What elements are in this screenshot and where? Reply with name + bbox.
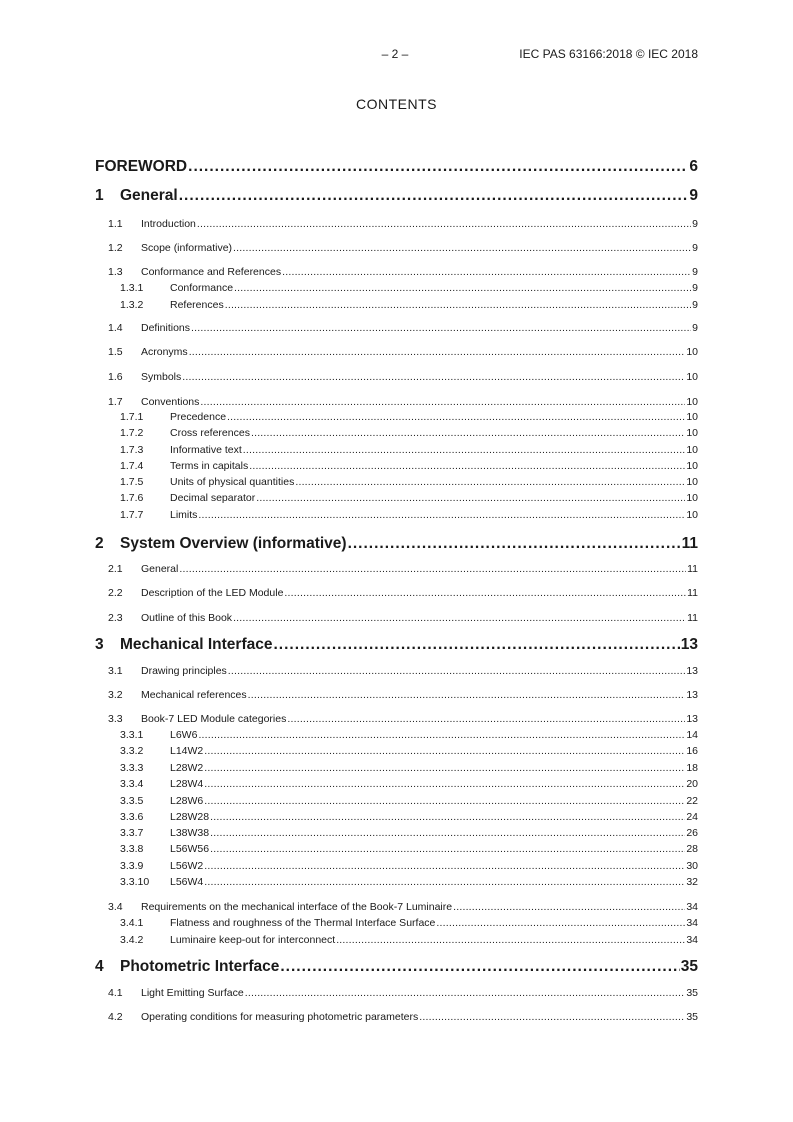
dot-leader bbox=[453, 901, 685, 913]
dot-leader bbox=[419, 1011, 685, 1023]
toc-entry-number: 3.3.7 bbox=[120, 827, 144, 839]
toc-entry-page: 10 bbox=[686, 346, 698, 358]
toc-entry-number: 3.3.9 bbox=[120, 860, 144, 872]
dot-leader bbox=[228, 665, 686, 677]
toc-entry-title: Flatness and roughness of the Thermal Interface Surface bbox=[170, 917, 436, 929]
toc-section-entry[interactable] bbox=[108, 396, 698, 408]
toc-entry-number: 3.4 bbox=[108, 901, 123, 913]
toc-section-entry[interactable] bbox=[120, 827, 698, 839]
toc-entry-title: Terms in capitals bbox=[170, 460, 249, 472]
toc-entry-page: 9 bbox=[692, 322, 698, 334]
toc-entry-page: 11 bbox=[687, 587, 698, 599]
toc-entry-page: 35 bbox=[680, 958, 698, 975]
toc-section-entry[interactable] bbox=[108, 587, 698, 599]
toc-entry-page: 26 bbox=[686, 827, 698, 839]
toc-entry-page: 9 bbox=[692, 242, 698, 254]
toc-entry-title: Light Emitting Surface bbox=[141, 987, 244, 999]
dot-leader bbox=[233, 242, 691, 254]
dot-leader bbox=[249, 460, 685, 472]
toc-entry-page: 10 bbox=[686, 411, 698, 423]
toc-entry-page: 10 bbox=[686, 460, 698, 472]
toc-entry-number: 3.2 bbox=[108, 689, 123, 701]
toc-entry-title: FOREWORD bbox=[95, 158, 188, 175]
toc-entry-page: 22 bbox=[686, 795, 698, 807]
dot-leader bbox=[198, 509, 685, 521]
toc-section-entry[interactable] bbox=[108, 242, 698, 254]
toc-chapter-entry[interactable] bbox=[95, 187, 698, 205]
toc-entry-number: 3.4.2 bbox=[120, 934, 144, 946]
toc-section-entry[interactable] bbox=[120, 934, 698, 946]
toc-entry-title: Photometric Interface bbox=[120, 958, 280, 975]
toc-entry-title: Mechanical references bbox=[141, 689, 247, 701]
dot-leader bbox=[182, 371, 685, 383]
dot-leader bbox=[287, 713, 685, 725]
toc-section-entry[interactable] bbox=[120, 729, 698, 741]
toc-entry-title: Informative text bbox=[170, 444, 242, 456]
toc-entry-page: 32 bbox=[686, 876, 698, 888]
toc-entry-number: 3.3.2 bbox=[120, 745, 144, 757]
toc-entry-title: L56W4 bbox=[170, 876, 204, 888]
toc-entry-page: 10 bbox=[686, 476, 698, 488]
toc-entry-page: 9 bbox=[692, 266, 698, 278]
toc-entry-number: 1.2 bbox=[108, 242, 123, 254]
toc-entry-number: 2.2 bbox=[108, 587, 123, 599]
dot-leader bbox=[204, 745, 685, 757]
toc-entry-title: L28W6 bbox=[170, 795, 204, 807]
toc-entry-number: 3.3.5 bbox=[120, 795, 144, 807]
toc-entry-number: 3.3 bbox=[108, 713, 123, 725]
toc-entry-number: 3 bbox=[95, 636, 104, 653]
toc-section-entry[interactable] bbox=[120, 476, 698, 488]
toc-entry-page: 13 bbox=[686, 665, 698, 677]
dot-leader bbox=[189, 346, 686, 358]
toc-chapter-entry[interactable] bbox=[95, 535, 698, 553]
dot-leader bbox=[198, 729, 685, 741]
toc-entry-title: Operating conditions for measuring photometric parameters bbox=[141, 1011, 419, 1023]
toc-section-entry[interactable] bbox=[120, 460, 698, 472]
toc-entry-title: Precedence bbox=[170, 411, 227, 423]
dot-leader bbox=[436, 917, 685, 929]
document-id: IEC PAS 63166:2018 © IEC 2018 bbox=[519, 47, 698, 61]
toc-entry-title: L14W2 bbox=[170, 745, 204, 757]
toc-section-entry[interactable] bbox=[108, 689, 698, 701]
toc-entry-title: System Overview (informative) bbox=[120, 535, 347, 552]
toc-entry-number: 3.3.4 bbox=[120, 778, 144, 790]
toc-entry-title: Requirements on the mechanical interface of the Book-7 Luminaire bbox=[141, 901, 453, 913]
dot-leader bbox=[273, 636, 679, 654]
toc-section-entry[interactable] bbox=[120, 860, 698, 872]
dot-leader bbox=[179, 563, 686, 575]
toc-entry-number: 3.3.8 bbox=[120, 843, 144, 855]
toc-entry-page: 11 bbox=[687, 612, 698, 624]
toc-section-entry[interactable] bbox=[108, 612, 698, 624]
toc-entry-title: Acronyms bbox=[141, 346, 188, 358]
dot-leader bbox=[282, 266, 691, 278]
dot-leader bbox=[284, 587, 686, 599]
toc-entry-number: 1.7.4 bbox=[120, 460, 144, 472]
toc-section-entry[interactable] bbox=[108, 563, 698, 575]
toc-entry-title: Mechanical Interface bbox=[120, 636, 273, 653]
toc-entry-title: General bbox=[141, 563, 179, 575]
toc-entry-title: L38W38 bbox=[170, 827, 210, 839]
dot-leader bbox=[251, 427, 685, 439]
dot-leader bbox=[204, 860, 685, 872]
dot-leader bbox=[204, 795, 685, 807]
toc-entry-page: 13 bbox=[686, 689, 698, 701]
toc-entry-title: L56W2 bbox=[170, 860, 204, 872]
toc-entry-number: 1.7.7 bbox=[120, 509, 144, 521]
toc-entry-page: 9 bbox=[689, 187, 698, 204]
toc-entry-page: 35 bbox=[686, 987, 698, 999]
dot-leader bbox=[245, 987, 686, 999]
toc-entry-title: L28W2 bbox=[170, 762, 204, 774]
toc-entry-page: 30 bbox=[686, 860, 698, 872]
toc-chapter-entry[interactable] bbox=[95, 636, 698, 654]
dot-leader bbox=[256, 492, 685, 504]
toc-entry-title: Limits bbox=[170, 509, 198, 521]
toc-entry-page: 10 bbox=[686, 509, 698, 521]
toc-section-entry[interactable] bbox=[120, 876, 698, 888]
dot-leader bbox=[204, 762, 685, 774]
toc-section-entry[interactable] bbox=[108, 218, 698, 230]
dot-leader bbox=[233, 612, 686, 624]
toc-section-entry[interactable] bbox=[108, 987, 698, 999]
dot-leader bbox=[179, 187, 689, 205]
toc-section-entry[interactable] bbox=[108, 371, 698, 383]
toc-entry-page: 14 bbox=[686, 729, 698, 741]
toc-entry-title: References bbox=[170, 299, 224, 311]
toc-entry-number: 1.7.2 bbox=[120, 427, 144, 439]
toc-entry-title: Outline of this Book bbox=[141, 612, 233, 624]
toc-entry-page: 34 bbox=[686, 901, 698, 913]
dot-leader bbox=[210, 811, 685, 823]
toc-entry-number: 3.4.1 bbox=[120, 917, 144, 929]
toc-entry-number: 1.7.5 bbox=[120, 476, 144, 488]
toc-entry-number: 1.6 bbox=[108, 371, 123, 383]
toc-entry-page: 10 bbox=[686, 444, 698, 456]
toc-entry-number: 4.1 bbox=[108, 987, 123, 999]
toc-chapter-entry[interactable] bbox=[95, 958, 698, 976]
dot-leader bbox=[200, 396, 685, 408]
toc-entry-number: 3.3.3 bbox=[120, 762, 144, 774]
toc-entry-page: 24 bbox=[686, 811, 698, 823]
dot-leader bbox=[204, 876, 685, 888]
toc-entry-page: 6 bbox=[689, 158, 698, 175]
toc-entry-title: L6W6 bbox=[170, 729, 198, 741]
toc-entry-number: 2.1 bbox=[108, 563, 123, 575]
toc-entry-title: Symbols bbox=[141, 371, 182, 383]
dot-leader bbox=[210, 827, 685, 839]
toc-section-entry[interactable] bbox=[120, 843, 698, 855]
toc-entry-number: 2 bbox=[95, 535, 104, 552]
toc-entry-page: 9 bbox=[692, 282, 698, 294]
toc-section-entry[interactable] bbox=[120, 444, 698, 456]
toc-entry-page: 10 bbox=[686, 371, 698, 383]
toc-entry-title: Luminaire keep-out for interconnect bbox=[170, 934, 336, 946]
toc-entry-page: 13 bbox=[686, 713, 698, 725]
toc-entry-page: 28 bbox=[686, 843, 698, 855]
toc-entry-title: Conformance bbox=[170, 282, 234, 294]
dot-leader bbox=[204, 778, 685, 790]
toc-entry-title: Units of physical quantities bbox=[170, 476, 295, 488]
dot-leader bbox=[348, 535, 681, 553]
toc-section-entry[interactable] bbox=[120, 509, 698, 521]
toc-section-entry[interactable] bbox=[108, 346, 698, 358]
toc-section-entry[interactable] bbox=[120, 778, 698, 790]
toc-entry-page: 18 bbox=[686, 762, 698, 774]
toc-entry-title: Book-7 LED Module categories bbox=[141, 713, 287, 725]
toc-section-entry[interactable] bbox=[108, 266, 698, 278]
toc-entry-number: 1.4 bbox=[108, 322, 123, 334]
toc-section-entry[interactable] bbox=[120, 299, 698, 311]
dot-leader bbox=[243, 444, 686, 456]
toc-entry-number: 3.3.10 bbox=[120, 876, 150, 888]
contents-title: CONTENTS bbox=[356, 96, 437, 112]
toc-entry-number: 1.3.2 bbox=[120, 299, 144, 311]
toc-entry-number: 1.7.1 bbox=[120, 411, 144, 423]
toc-entry-title: L28W28 bbox=[170, 811, 210, 823]
toc-entry-page: 11 bbox=[687, 563, 698, 575]
toc-entry-title: Description of the LED Module bbox=[141, 587, 284, 599]
toc-entry-page: 20 bbox=[686, 778, 698, 790]
toc-chapter-entry[interactable] bbox=[95, 158, 698, 176]
dot-leader bbox=[295, 476, 685, 488]
toc-entry-page: 35 bbox=[686, 1011, 698, 1023]
toc-section-entry[interactable] bbox=[108, 665, 698, 677]
toc-entry-page: 9 bbox=[692, 218, 698, 230]
toc-entry-title: General bbox=[120, 187, 178, 204]
toc-section-entry[interactable] bbox=[120, 795, 698, 807]
toc-entry-number: 4.2 bbox=[108, 1011, 123, 1023]
toc-section-entry[interactable] bbox=[120, 282, 698, 294]
dot-leader bbox=[234, 282, 691, 294]
toc-entry-title: L56W56 bbox=[170, 843, 210, 855]
toc-entry-title: Decimal separator bbox=[170, 492, 256, 504]
toc-entry-page: 34 bbox=[686, 934, 698, 946]
toc-section-entry[interactable] bbox=[120, 811, 698, 823]
toc-entry-page: 16 bbox=[686, 745, 698, 757]
dot-leader bbox=[225, 299, 691, 311]
toc-entry-page: 11 bbox=[681, 535, 698, 552]
page-number: – 2 – bbox=[381, 47, 409, 61]
dot-leader bbox=[210, 843, 685, 855]
toc-entry-number: 1.3 bbox=[108, 266, 123, 278]
toc-entry-number: 2.3 bbox=[108, 612, 123, 624]
toc-entry-title: L28W4 bbox=[170, 778, 204, 790]
toc-entry-page: 13 bbox=[680, 636, 698, 653]
dot-leader bbox=[188, 158, 688, 176]
toc-entry-number: 3.3.6 bbox=[120, 811, 144, 823]
toc-entry-number: 1.7.3 bbox=[120, 444, 144, 456]
toc-entry-page: 9 bbox=[692, 299, 698, 311]
toc-entry-page: 10 bbox=[686, 396, 698, 408]
toc-section-entry[interactable] bbox=[108, 901, 698, 913]
toc-entry-number: 1.7.6 bbox=[120, 492, 144, 504]
dot-leader bbox=[248, 689, 686, 701]
dot-leader bbox=[227, 411, 685, 423]
toc-section-entry[interactable] bbox=[120, 492, 698, 504]
dot-leader bbox=[191, 322, 691, 334]
page-header bbox=[0, 47, 793, 63]
toc-entry-title: Conventions bbox=[141, 396, 200, 408]
toc-section-entry[interactable] bbox=[108, 713, 698, 725]
dot-leader bbox=[336, 934, 685, 946]
toc-entry-number: 1.7 bbox=[108, 396, 123, 408]
toc-entry-title: Cross references bbox=[170, 427, 250, 439]
toc-entry-number: 3.1 bbox=[108, 665, 123, 677]
toc-section-entry[interactable] bbox=[120, 762, 698, 774]
toc-entry-page: 10 bbox=[686, 492, 698, 504]
toc-entry-number: 1.5 bbox=[108, 346, 123, 358]
toc-section-entry[interactable] bbox=[108, 322, 698, 334]
toc-section-entry[interactable] bbox=[120, 917, 698, 929]
toc-entry-title: Conformance and References bbox=[141, 266, 282, 278]
dot-leader bbox=[280, 958, 679, 976]
toc-entry-title: Scope (informative) bbox=[141, 242, 233, 254]
toc-section-entry[interactable] bbox=[120, 427, 698, 439]
toc-entry-number: 1.3.1 bbox=[120, 282, 144, 294]
toc-entry-page: 10 bbox=[686, 427, 698, 439]
toc-entry-number: 4 bbox=[95, 958, 104, 975]
toc-entry-page: 34 bbox=[686, 917, 698, 929]
toc-entry-number: 1.1 bbox=[108, 218, 123, 230]
toc-entry-number: 1 bbox=[95, 187, 104, 204]
toc-entry-title: Definitions bbox=[141, 322, 191, 334]
toc-entry-title: Drawing principles bbox=[141, 665, 227, 677]
toc-section-entry[interactable] bbox=[120, 411, 698, 423]
toc-entry-number: 3.3.1 bbox=[120, 729, 144, 741]
dot-leader bbox=[197, 218, 691, 230]
toc-section-entry[interactable] bbox=[120, 745, 698, 757]
toc-section-entry[interactable] bbox=[108, 1011, 698, 1023]
toc-entry-title: Introduction bbox=[141, 218, 196, 230]
